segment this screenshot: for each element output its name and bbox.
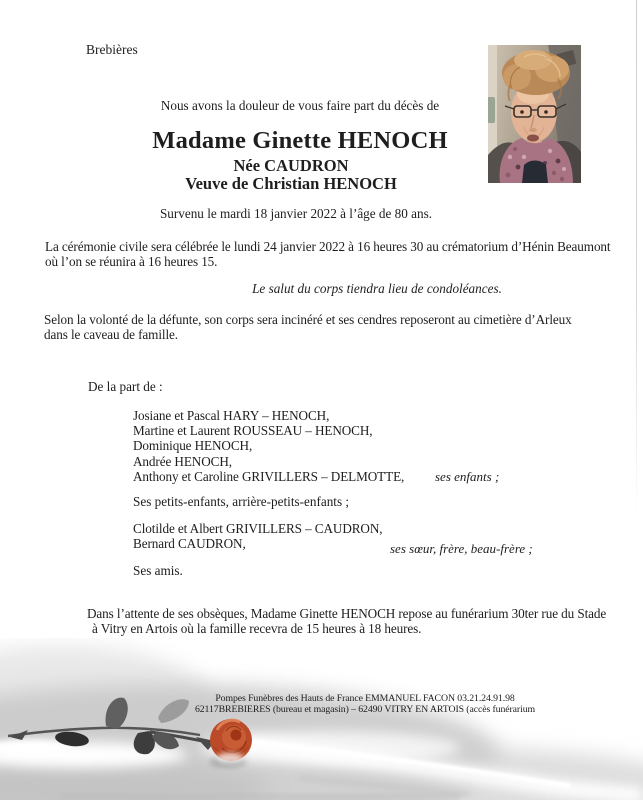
siblings-role-label: ses sœur, frère, beau-frère ; [390, 541, 533, 556]
grandchildren-line: Ses petits-enfants, arrière-petits-enfants ; [133, 494, 350, 509]
family-line: Anthony et Caroline GRIVILLERS – DELMOTTE, [133, 468, 405, 484]
widow-line: Veuve de Christian HENOCH [185, 174, 397, 193]
condolence-line: Le salut du corps tiendra lieu de condoléances. [252, 281, 502, 296]
funeral-home-info [87, 694, 643, 716]
rose-photo [0, 638, 643, 800]
funeral-home-line-2: 62117BREBIERES (bureau et magasin) – 62490 VITRY EN ARTOIS (accès funérarium [194, 703, 536, 715]
children-list [133, 408, 404, 484]
from-label: De la part de : [88, 379, 163, 394]
family-line: Dominique HENOCH, [133, 438, 253, 454]
wishes-line: Selon la volonté de la défunte, son corps sera incinéré et ses cendres reposeront au cimetière d’Arleux [44, 312, 572, 327]
scan-line-artifact [636, 0, 637, 520]
repose-line: Dans l’attente de ses obsèques, Madame Ginette HENOCH repose au funérarium 30ter rue du Stade [87, 606, 607, 621]
children-role-label: ses enfants ; [435, 469, 500, 484]
ceremony-line: où l’on se réunira à 16 heures 15. [45, 254, 218, 270]
wishes-line: dans le caveau de famille. [44, 327, 178, 343]
family-line: Clotilde et Albert GRIVILLERS – CAUDRON, [133, 521, 383, 536]
family-line: Josiane et Pascal HARY – HENOCH, [133, 408, 330, 423]
family-line: Andrée HENOCH, [133, 453, 232, 469]
funeral-home-line-1: Pompes Funèbres des Hauts de France EMMANUEL FACON 03.21.24.91.98 [215, 693, 515, 704]
ceremony-paragraph [45, 239, 620, 269]
repose-line: à Vitry en Artois où la famille recevra de 15 heures à 18 heures. [92, 620, 422, 636]
family-line: Martine et Laurent ROUSSEAU – HENOCH, [133, 423, 373, 439]
siblings-list [133, 521, 382, 551]
intro-line: Nous avons la douleur de vous faire part du décès de [160, 98, 440, 113]
ceremony-line: La cérémonie civile sera célébrée le lundi 24 janvier 2022 à 16 heures 30 au crématorium d’Hénin Beaumont [45, 239, 611, 254]
repose-paragraph [87, 607, 627, 637]
friends-line: Ses amis. [133, 563, 183, 578]
burial-wishes-paragraph [44, 312, 604, 342]
family-line: Bernard CAUDRON, [133, 536, 246, 552]
city-label: Brebières [86, 42, 138, 57]
deceased-name: Madame Ginette HENOCH [152, 127, 448, 154]
maiden-name-line: Née CAUDRON [233, 156, 349, 175]
death-date-line: Survenu le mardi 18 janvier 2022 à l’âge de 80 ans. [159, 206, 433, 221]
